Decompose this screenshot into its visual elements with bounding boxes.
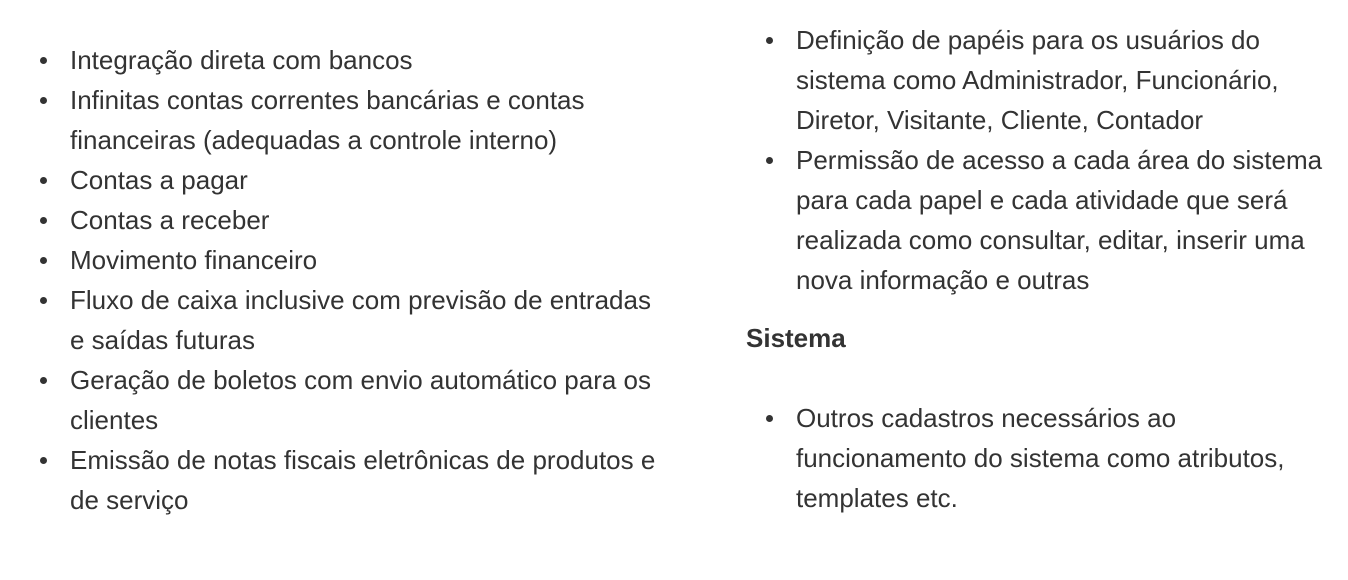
list-item: Emissão de notas fiscais eletrônicas de produtos e de serviço [0,440,660,520]
list-item: Fluxo de caixa inclusive com previsão de entradas e saídas futuras [0,280,660,360]
system-feature-list [746,398,1348,518]
section-heading-sistema: Sistema [746,323,846,353]
list-item: Integração direta com bancos [0,40,660,80]
left-column [0,0,660,520]
list-item: Movimento financeiro [0,240,660,280]
list-item: Infinitas contas correntes bancárias e contas financeiras (adequadas a controle interno) [0,80,660,160]
list-item: Outros cadastros necessários ao funcionamento do sistema como atributos, templates etc. [746,398,1348,518]
finance-feature-list [0,40,660,520]
list-item: Definição de papéis para os usuários do sistema como Administrador, Funcionário, Diretor, Visitante, Cliente, Contador [746,20,1348,140]
list-item: Contas a receber [0,200,660,240]
list-item: Geração de boletos com envio automático para os clientes [0,360,660,440]
right-column [746,0,1348,518]
list-item: Contas a pagar [0,160,660,200]
permissions-feature-list [746,20,1348,300]
list-item: Permissão de acesso a cada área do sistema para cada papel e cada atividade que será realizada como consultar, editar, inserir uma nova informação e outras [746,140,1348,300]
